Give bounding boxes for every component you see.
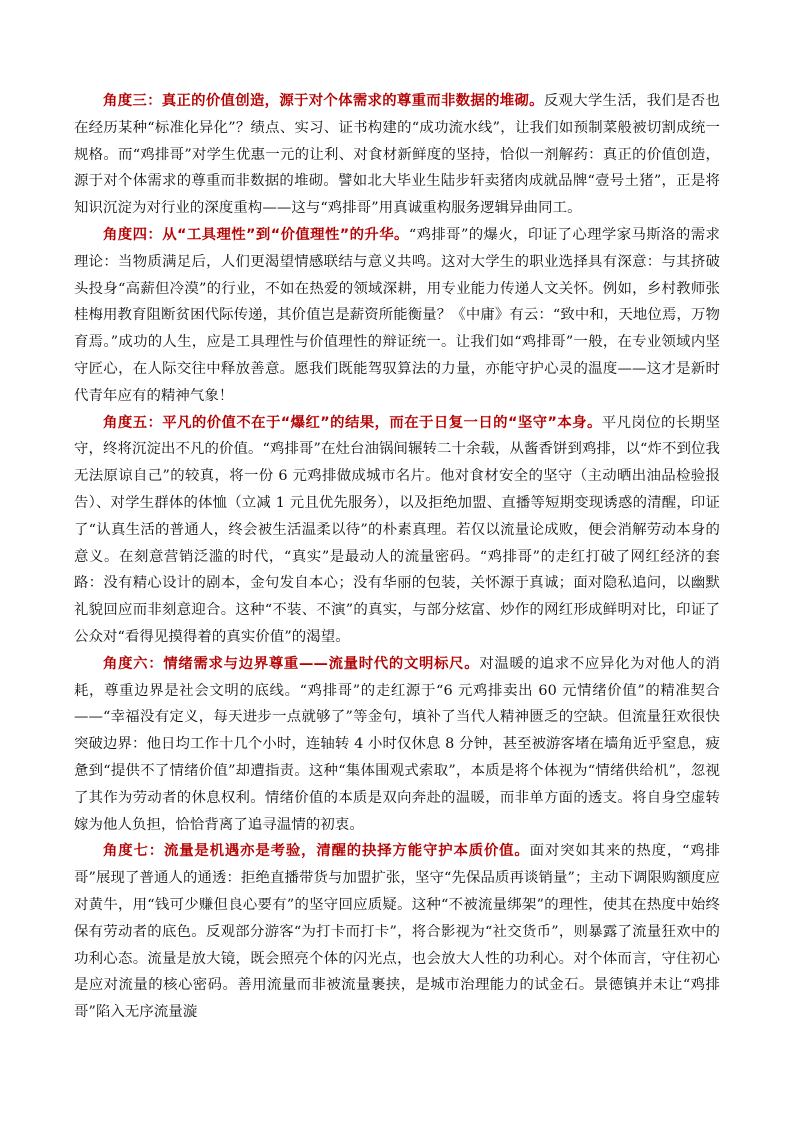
document-page <box>74 88 720 1026</box>
paragraph-angle-7 <box>74 838 720 1026</box>
angle-6-body: 对温暖的追求不应异化为对他人的消耗，尊重边界是社会文明的底线。“鸡排哥”的走红源于“6 元鸡排卖出 60 元情绪价值”的精准契合——“幸福没有定义，每天进步一点就够了”等金句，填补了当代人精神匮乏的空缺。但流量狂欢很快突破边界：他日均工作十几个小时，连轴转 4 小时仅休息 8 分钟，甚至被游客堵在墙角近乎窒息，疲惫到“提供不了情绪价值”却遭指责。这种“集体围观式索取”，本质是将个体视为“情绪供给机”，忽视了其作为劳动者的休息权利。情绪价值的本质是双向奔赴的温暖，而非单方面的透支。将自身空虚转嫁为他人负担，恰恰背离了追寻温情的初衷。 <box>74 655 720 833</box>
angle-3-heading: 角度三：真正的价值创造，源于对个体需求的尊重而非数据的堆砌。 <box>103 93 544 109</box>
paragraph-angle-5 <box>74 410 720 651</box>
angle-5-heading: 角度五：平凡的价值不在于“爆红”的结果，而在于日复一日的“坚守”本身。 <box>103 414 602 431</box>
paragraph-angle-6 <box>74 651 720 839</box>
angle-4-body: “鸡排哥”的爆火，印证了心理学家马斯洛的需求理论：当物质满足后，人们更渴望情感联结与意义共鸣。这对大学生的职业选择具有深意：与其挤破头投身“高薪但冷漠”的行业，不如在热爱的领域深耕，用专业能力传递人文关怀。例如，乡村教师张桂梅用教育阻断贫困代际传递，其价值岂是薪资所能衡量？《中庸》有云：“致中和，天地位焉，万物育焉。”成功的人生，应是工具理性与价值理性的辩证统一。让我们如“鸡排哥”一般，在专业领域内坚守匠心，在人际交往中释放善意。愿我们既能驾驭算法的力量，亦能守护心灵的温度——这才是新时代青年应有的精神气象！ <box>74 226 720 404</box>
angle-7-heading: 角度七：流量是机遇亦是考验，清醒的抉择方能守护本质价值。 <box>103 843 530 860</box>
angle-4-heading: 角度四：从“工具理性”到“价值理性”的升华。 <box>103 226 409 243</box>
paragraph-angle-3 <box>74 88 720 222</box>
paragraph-angle-4 <box>74 222 720 410</box>
angle-3-body: 反观大学生活，我们是否也在经历某种“标准化异化”？绩点、实习、证书构建的“成功流水线”，让我们如预制菜般被切割成统一规格。而“鸡排哥”对学生优惠一元的让利、对食材新鲜度的坚持，恰似一剂解药：真正的价值创造，源于对个体需求的尊重而非数据的堆砌。譬如北大毕业生陆步轩卖猪肉成就品牌“壹号土猪”，正是将知识沉淀为对行业的深度重构——这与“鸡排哥”用真诚重构服务逻辑异曲同工。 <box>74 93 720 217</box>
angle-5-body: 平凡岗位的长期坚守，终将沉淀出不凡的价值。“鸡排哥”在灶台油锅间辗转二十余载，从酱香饼到鸡排，以“炸不到位我无法原谅自己”的较真，将一份 6 元鸡排做成城市名片。他对食材安全的坚守（主动晒出油品检验报告）、对学生群体的体恤（立减 1 元且优先服务），以及拒绝加盟、直播等短期变现诱惑的清醒，印证了“认真生活的普通人，终会被生活温柔以待”的朴素真理。若仅以流量论成败，便会消解劳动本身的意义。在刻意营销泛滥的时代，“真实”是最动人的流量密码。“鸡排哥”的走红打破了网红经济的套路：没有精心设计的剧本，金句发自本心；没有华丽的包装，关怀源于真诚；面对隐私追问，以幽默礼貌回应而非刻意迎合。这种“不装、不演”的真实，与部分炫富、炒作的网红形成鲜明对比，印证了公众对“看得见摸得着的真实价值”的渴望。 <box>74 414 720 645</box>
angle-7-body: 面对突如其来的热度，“鸡排哥”展现了普通人的通透：拒绝直播带货与加盟扩张，坚守“先保品质再谈销量”；主动下调限购额度应对黄牛，用“钱可少赚但良心要有”的坚守回应质疑。这种“不被流量绑架”的理性，使其在热度中始终保有劳动者的底色。反观部分游客“为打卡而打卡”，将合影视为“社交货币”，则暴露了流量狂欢中的功利心态。流量是放大镜，既会照亮个体的闪光点，也会放大人性的功利心。对个体而言，守住初心是应对流量的核心密码。善用流量而非被流量裹挟，是城市治理能力的试金石。景德镇并未让“鸡排哥”陷入无序流量漩 <box>74 843 720 1021</box>
angle-6-heading: 角度六：情绪需求与边界尊重——流量时代的文明标尺。 <box>103 655 480 672</box>
